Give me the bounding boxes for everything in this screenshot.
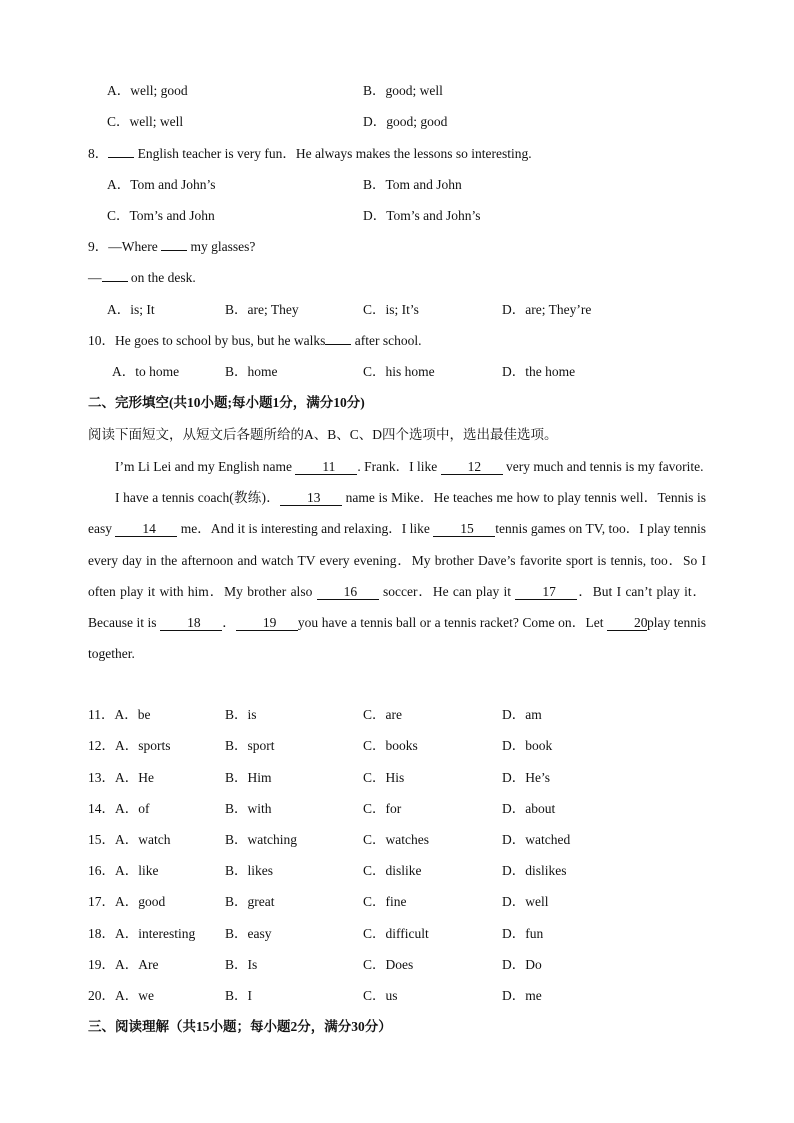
cloze-16-option-d: D．dislikes xyxy=(502,863,567,878)
blank-18: 18 xyxy=(160,615,222,631)
cloze-18-option-a: 18．A．interesting xyxy=(88,926,196,941)
blank-13: 13 xyxy=(280,490,342,506)
cloze-19-option-c: C．Does xyxy=(363,957,414,972)
cloze-15-option-c: C．watches xyxy=(363,832,429,847)
blank-15: 15 xyxy=(433,521,495,537)
cloze-11-option-b: B．is xyxy=(225,707,257,722)
cloze-14-option-a: 14．A．of xyxy=(88,801,150,816)
cloze-passage xyxy=(88,451,706,669)
cloze-19-option-d: D．Do xyxy=(502,957,542,972)
cloze-19-option-b: B．Is xyxy=(225,957,258,972)
q8-stem: 8． English teacher is very fun．He always makes the lessons so interesting. xyxy=(88,146,532,161)
cloze-13-option-c: C．His xyxy=(363,770,405,785)
q9-option-b: B．are; They xyxy=(225,302,299,317)
cloze-17-option-b: B．great xyxy=(225,894,275,909)
section-2-instruction: 阅读下面短文，从短文后各题所给的A、B、C、D四个选项中，选出最佳选项。 xyxy=(88,427,558,442)
cloze-12-option-a: 12．A．sports xyxy=(88,738,171,753)
q10-stem: 10．He goes to school by bus, but he walks after school. xyxy=(88,333,422,348)
q9-answer-line: — on the desk. xyxy=(88,270,196,285)
blank-19: 19 xyxy=(236,615,298,631)
section-3-heading: 三、阅读理解（共15小题；每小题2分，满分30分） xyxy=(88,1019,392,1034)
cloze-20-option-c: C．us xyxy=(363,988,398,1003)
q9-option-d: D．are; They’re xyxy=(502,302,592,317)
cloze-15-option-d: D．watched xyxy=(502,832,571,847)
q9-option-c: C．is; It’s xyxy=(363,302,419,317)
q10-option-b: B．home xyxy=(225,364,278,379)
cloze-20-option-d: D．me xyxy=(502,988,542,1003)
cloze-15-option-a: 15．A．watch xyxy=(88,832,171,847)
blank-16: 16 xyxy=(317,584,379,600)
cloze-12-option-c: C．books xyxy=(363,738,418,753)
cloze-20-option-a: 20．A．we xyxy=(88,988,154,1003)
cloze-19-option-a: 19．A．Are xyxy=(88,957,159,972)
blank-17: 17 xyxy=(515,584,577,600)
cloze-16-option-a: 16．A．like xyxy=(88,863,159,878)
cloze-11-option-c: C．are xyxy=(363,707,402,722)
passage-paragraph-2: I have a tennis coach(教练)． 13 name is Mike．He teaches me how to play tennis well．Tennis is easy 14 me．And it is interesting and relaxing．I like 15 tennis games on TV, too．I play tennis every day in the afternoon and watch TV every evening．My brother Dave’s favorite sport is tennis, too．So I often play it with him．My brother also 16 soccer．He can play it 17 ．But I can’t play it．Because it is 18 ． 19 you have a tennis ball or a tennis racket? Come on．Let 20play tennis together. xyxy=(88,490,707,662)
q7-option-c: C．well; well xyxy=(107,114,184,129)
cloze-20-option-b: B．I xyxy=(225,988,252,1003)
cloze-15-option-b: B．watching xyxy=(225,832,297,847)
cloze-11-option-a: 11．A．be xyxy=(88,707,151,722)
cloze-16-option-b: B．likes xyxy=(225,863,274,878)
cloze-13-option-a: 13．A．He xyxy=(88,770,154,785)
q8-option-d: D．Tom’s and John’s xyxy=(363,208,481,223)
cloze-17-option-c: C．fine xyxy=(363,894,407,909)
cloze-14-option-d: D．about xyxy=(502,801,556,816)
cloze-17-option-d: D．well xyxy=(502,894,549,909)
blank-14: 14 xyxy=(115,521,177,537)
cloze-13-option-b: B．Him xyxy=(225,770,272,785)
cloze-18-option-d: D．fun xyxy=(502,926,544,941)
q10-option-d: D．the home xyxy=(502,364,576,379)
cloze-14-option-c: C．for xyxy=(363,801,402,816)
cloze-11-option-d: D．am xyxy=(502,707,542,722)
q8-option-b: B．Tom and John xyxy=(363,177,462,192)
cloze-14-option-b: B．with xyxy=(225,801,272,816)
blank-20: 20 xyxy=(607,615,647,631)
q8-option-a: A．Tom and John’s xyxy=(107,177,216,192)
cloze-18-option-c: C．difficult xyxy=(363,926,429,941)
q8-option-c: C．Tom’s and John xyxy=(107,208,215,223)
cloze-18-option-b: B．easy xyxy=(225,926,272,941)
section-2-heading: 二、完形填空(共10小题;每小题1分，满分10分) xyxy=(88,395,365,410)
cloze-12-option-d: D．book xyxy=(502,738,553,753)
q10-option-a: A．to home xyxy=(112,364,180,379)
q7-option-b: B．good; well xyxy=(363,83,443,98)
cloze-13-option-d: D．He’s xyxy=(502,770,550,785)
q7-option-d: D．good; good xyxy=(363,114,448,129)
q7-option-a: A．well; good xyxy=(107,83,188,98)
cloze-12-option-b: B．sport xyxy=(225,738,275,753)
blank-11: 11 xyxy=(295,459,357,475)
q9-stem: 9．—Where my glasses? xyxy=(88,239,256,254)
q9-option-a: A．is; It xyxy=(107,302,155,317)
blank-12: 12 xyxy=(441,459,503,475)
cloze-16-option-c: C．dislike xyxy=(363,863,422,878)
cloze-17-option-a: 17．A．good xyxy=(88,894,166,909)
q10-option-c: C．his home xyxy=(363,364,435,379)
passage-paragraph-1: I’m Li Lei and my English name 11 . Frank．I like 12 very much and tennis is my favorite. xyxy=(115,459,704,474)
